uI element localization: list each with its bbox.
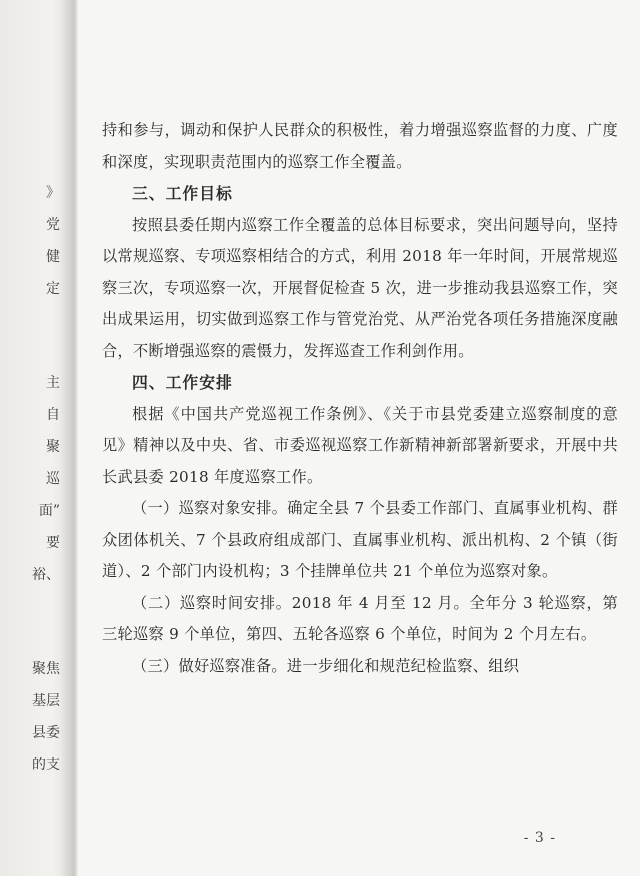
page-fold-shadow [60,0,74,876]
left-fragment: 裕、 [32,567,60,583]
left-fragment: 健 [46,249,60,265]
page-body [102,115,618,682]
left-fragment: 党 [46,217,60,233]
left-fragment: 聚 [46,439,60,455]
left-fragment: 要 [46,535,60,551]
document-page [78,0,640,876]
left-fragment: 巡 [46,471,60,487]
paragraph: （三）做好巡察准备。进一步细化和规范纪检监察、组织 [132,656,520,675]
left-fragment: 自 [46,407,60,423]
section-heading-goals: 三、工作目标 [132,184,233,203]
paragraph: （二）巡察时间安排。2018 年 4 月至 12 月。全年分 3 轮巡察，第三轮巡察 9 个单位，第四、五轮各巡察 6 个单位，时间为 2 个月左右。 [102,593,618,643]
paragraph: 按照县委任期内巡察工作全覆盖的总体目标要求，突出问题导向，坚持以常规巡察、专项巡察相结合的方式，利用 2018 年一年时间，开展常规巡察三次，专项巡察一次，开展督促检查 5 次，进一步推动我县巡察工作，突出成果运用，切实做到巡察工作与管党治党、从严治党各项任务措施深度融合，不断增强巡察的震慑力，发挥巡查工作利剑作用。 [102,215,618,360]
left-fragment: 县委 [32,725,60,741]
section-heading-arrangement: 四、工作安排 [132,373,233,392]
left-fragment: 基层 [32,693,60,709]
paragraph: 持和参与，调动和保护人民群众的积极性，着力增强巡察监督的力度、广度和深度，实现职责范围内的巡察工作全覆盖。 [102,121,618,171]
previous-page-edge [0,0,74,876]
left-fragment: 》 [46,185,60,201]
left-fragment: 聚焦 [32,661,60,677]
left-fragment: 的支 [32,757,60,773]
paragraph: （一）巡察对象安排。确定全县 7 个县委工作部门、直属事业机构、群众团体机关、7 个县政府组成部门、直属事业机构、派出机构、2 个镇（街道）、2 个部门内设机构；3 个挂牌单位共 21 个单位为巡察对象。 [102,499,618,580]
paragraph: 根据《中国共产党巡视工作条例》、《关于市县党委建立巡察制度的意见》精神以及中央、省、市委巡视巡察工作新精神新部署新要求，开展中共长武县委 2018 年度巡察工作。 [102,404,618,486]
left-fragment: 定 [46,281,60,297]
left-fragment: 面” [38,503,60,519]
page-number: - 3 - [523,830,556,846]
left-fragment: 主 [46,375,60,391]
